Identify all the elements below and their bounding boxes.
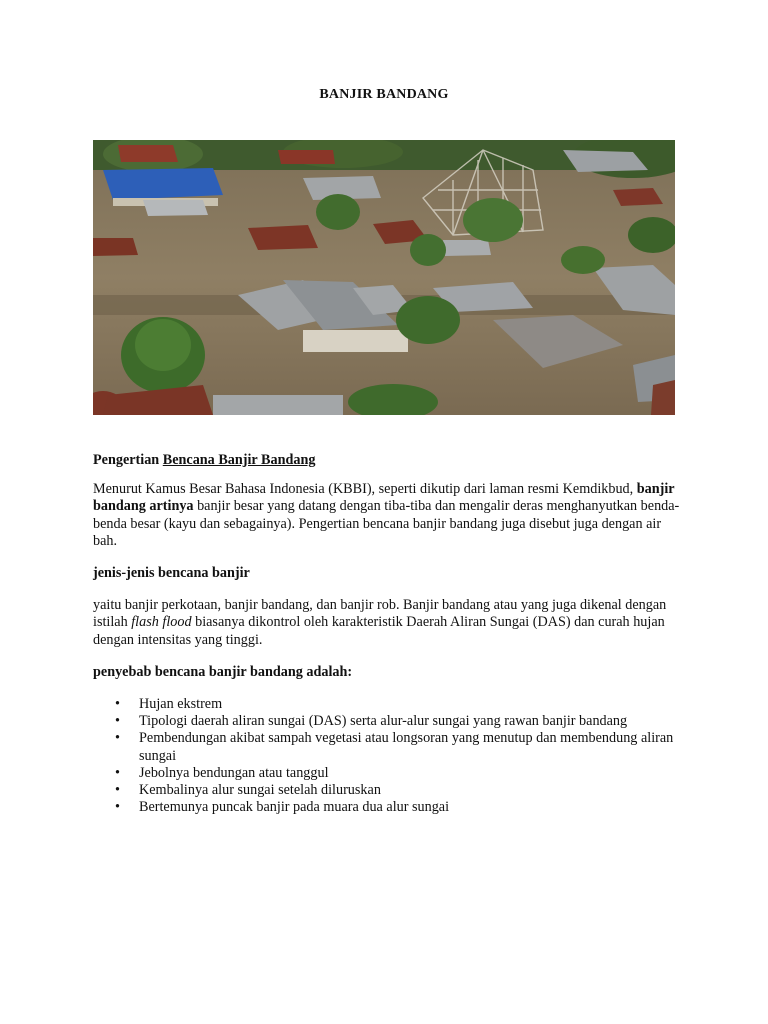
types-text-1: yaitu banjir perkotaan, banjir bandang, dan banjir rob. Banjir bandang atau yang juga dikenal dengan istilah xyxy=(93,597,667,631)
list-item: • Kembalinya alur sungai setelah diluruskan xyxy=(93,782,683,799)
list-item: • Pembendungan akibat sampah vegetasi atau longsoran yang menutup dan membendung aliran sungai xyxy=(93,730,683,764)
list-item: • Tipologi daerah aliran sungai (DAS) serta alur-alur sungai yang rawan banjir bandang xyxy=(93,713,683,730)
definition-text-1: Menurut Kamus Besar Bahasa Indonesia (KBBI), seperti dikutip dari laman resmi Kemdikbud, xyxy=(93,481,637,498)
list-item: • Jebolnya bendungan atau tanggul xyxy=(93,765,683,782)
heading-prefix: Pengertian xyxy=(93,452,163,468)
section-heading-definition xyxy=(93,452,683,469)
list-item: • Bertemunya puncak banjir pada muara dua alur sungai xyxy=(93,799,683,816)
types-italic-text: flash flood xyxy=(131,614,192,631)
section-heading-causes: penyebab bencana banjir bandang adalah: xyxy=(93,663,353,680)
causes-list xyxy=(93,696,683,816)
flood-aftermath-photo xyxy=(93,140,675,415)
document-body xyxy=(93,452,683,816)
heading-link[interactable]: Bencana Banjir Bandang xyxy=(162,452,316,468)
document-title: BANJIR BANDANG xyxy=(319,87,449,102)
definition-text-2: banjir besar yang datang dengan tiba-tiba dan mengalir deras menghanyutkan benda-benda besar (kayu dan sebagainya). Pengertian bencana banjir bandang juga disebut juga dengan air bah. xyxy=(93,498,680,549)
section-heading-types: jenis-jenis bencana banjir xyxy=(93,565,250,582)
definition-bold-text: banjir bandang artinya xyxy=(93,481,675,515)
definition-paragraph xyxy=(93,481,683,550)
list-item: • Hujan ekstrem xyxy=(93,696,683,713)
types-paragraph xyxy=(93,597,683,649)
types-text-2: biasanya dikontrol oleh karakteristik Daerah Aliran Sungai (DAS) dan curah hujan dengan intensitas yang tinggi. xyxy=(93,614,665,648)
